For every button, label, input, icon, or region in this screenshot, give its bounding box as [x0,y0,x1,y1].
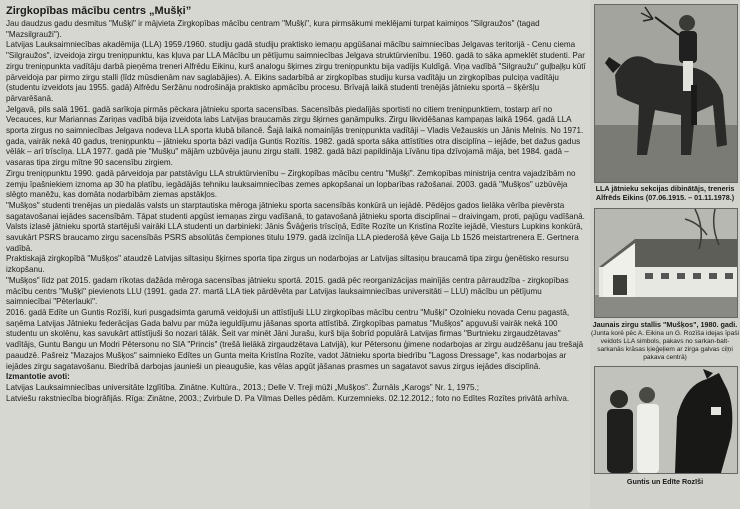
paragraph-students: "Mušķos" studenti trenējas un piedalās valsts un starptautiska mēroga jātnieku sporta sacensībās konkūrā un iejādē. Pēdējos gados lielāka vērība pievērsta sagatavošanai iejādes sacensībām. Tāpat studenti apgūst iemaņas zirgu vadīšanā, to gatavošanā jātnieku sporta disciplīnai – draivingam, proti, pajūgu vadīšanā. [6,200,585,221]
stable-caption-note: (Junta korē pēc A. Eikina un G. Rozīša idejas īpaši veidots LLA simbols, pakavs no sarkan-balt-sarkanās krāsas ķieģeļiem ar zirga galvas ciļņi pakava centrā) [590,330,740,361]
couple-caption-title: Guntis un Edīte Rozīši [626,477,704,486]
couple-photo-caption [590,478,740,487]
stable-photo [594,208,738,318]
source-line-1: Latvijas Lauksaimniecības universitāte Izglītība. Zinātne. Kultūra., 2013.; Delle V. Treji mūži „Mušķos”. Žurnāls „Karogs” Nr. 1, 1975.; [6,382,479,392]
paragraph-intro: Jau daudzus gadu desmitus "Mušķi" ir mājvieta Zirgkopības mācību centram "Mušķi", kura pirmsākumi meklējami turpat kaimiņos "Silgraužos" (tagad "Mazsilgrauži"). [6,19,540,39]
paragraph-history: Latvijas Lauksaimniecības akadēmija (LLA) 1959./1960. studiju gadā studiju praktisko iemaņu apgūšanai mācību saimniecības Jelgavas teritorijā - Cenu ciema "Silgraužos", izveidoja zirgu treniņpunktu, kas kļuva par LLA Mācību un pētījumu saimniecības Jelgava struktūrvienību. 1960. gadā to sāka apmeklēt studenti. Par zirgu treniņpunkta vadītāju darbā pieņēma treneri Alfrēdu Eikinu, kurš analogu šķirnes zirgu treniņpunktu bija vadījis Kuldīgā. Viņa vadībā "Silgraužu" guļbaļķu kūtī pārveidoja par pirmo zirgu stalli (līdz mūsdienām nav saglabājies). A. Eikins sadarbībā ar zirgkopības studiju kursa vadītāju un zirgkopības pulciņa vadītāju (studentu izveidots jau 1955. gadā) Alfrēdu Seržānu nodrošināja praktisko apmācību procesu. Brīvajā laikā studenti trenējās jātnieku sportā – šķēršļu pārvarēšanā. [6,40,586,103]
rider-on-horse-image [595,5,737,182]
paragraph-reorganization: "Mušķos" līdz pat 2015. gadam rīkotas dažāda mēroga sacensības jātnieku sportā. 2015. gadā pēc reorganizācijas mainījās centra pārraudzība - zirgkopības mācību centrs "Mušķi" pievienots LLU (1991. gada 27. martā LLA tiek pārdēvēta par Latvijas lauksaimniecības universitāti – LLU) mācību un pētījumu saimniecībai "Pēterlauki". [6,275,569,307]
stable-caption-title: Jaunais zirgu stallis "Mušķos", 1980. gadi. [592,320,738,329]
couple-photo [594,366,738,474]
rider-photo-caption [590,185,740,203]
source-line-2: Latviešu rakstniecība biogrāfijās. Rīga: Zinātne, 2003.; Zvirbule D. Pa Vilmas Delles pēdām. Kurzemnieks. 02.12.2012.; foto no Edītes Rozītes privātā arhīva. [6,393,570,403]
photo-column [590,0,740,509]
sources-heading: Izmantotie avoti: [6,372,70,382]
rider-caption-title: LLA jātnieku sekcijas dibinātājs, treneris [595,184,735,193]
couple-with-horse-image [595,367,737,473]
rider-caption-name: Alfrēds Eikins (07.06.1915. – 01.11.1978.) [595,193,735,202]
page-title: Zirgkopības mācību centrs „Mušķi” [6,5,192,17]
paragraph-national-team: Valsts izlasē jātnieku sportā startējuši vairāki LLA studenti un darbinieki: Jānis Švāģeris trīscīņā, Edīte Rozīte un Kristīna Rozīte iejādē, Viesturs Lupkins konkūrā, savukārt PSRS braucamo zirgu sacensībās PSRS absolūtās čempiones titulu 1979. gadā izcīnīja LLA piederošā ķēve Gaija Lb 1526 meistartrenera E. Gertnera vadībā. [6,222,583,253]
rider-photo [594,4,738,183]
paragraph-awards: 2016. gadā Edīte un Guntis Rozīši, kuri pusgadsimta garumā veidojuši un attīstījuši LLU zirgkopības mācību centru "Mušķi" Ozolnieku novada Cenu pagastā, saņēma Latvijas Jātnieku federācijas Gada balvu par mūža ieguldījumu jāšanas sporta attīstībā. Zirgkopības pamatus "Mušķos" apguvuši vairāk nekā 100 studentu un skolēnu, kas savukārt attīstījuši šo nozari tālāk. Šeit var minēt Jāni Jurašu, kurš bija šobrīd populārā Latvijas firmas "Burtnieku zirgaudzētavas" vadītājs, Guntu Bangu un Modri Pētersonu no SIA "Princis" (trešā lielākā zirgaudzētava Latvijā), kur Pētersonu ģimene nodarbojas ar zirgu audzēšanu jau trešajā paaudzē. Pašreiz "Mazajos Mušķos" saimnieko Edītes un Gunta meita Kristīna Rozīte, vadot Jātnieku sporta biedrību "Lagoss Dressage", kas nodarbojas ar iejādes zirgu sagatavošanu. Biedrībā darbojas jaunieši un pieaugušie, kas vēlas apgūt jāšanas prasmes un sagatavot savus zirgus iejādes disciplīnā. [6,307,584,371]
stable-photo-caption [590,321,740,362]
paragraph-training-center: Zirgu treniņpunktu 1990. gadā pārveidoja par patstāvīgu LLA struktūrvienību – Zirgkopības mācību centru "Mušķi". Zemkopības ministrija centra vajadzībām no zemju īpašniekiem iznoma ap 30 ha platību, iegādājās tehniku lauksaimniecības zemes apkopšanai un lopbarības ražošanai. 2003. gadā "Mušķos" uzbūvēja slēgto manēžu, kas domāta nodarbībām ziemas apstākļos. [6,168,576,200]
paragraph-competitions: Jelgavā, pils salā 1961. gadā sarīkoja pirmās pēckara jātnieku sporta sacensības. Sacensībās piedalījās sportisti no citiem treniņpunktiem, tostarp arī no Vecauces, kur Mariannas Zariņas vadībā bija izveidota labs Latvijas braucamās zirgu šķirnes ganāmpulks. Zirgu likvidēšanas kampaņas laikā 1964. gadā LLA sporta zirgus no saimniecības Jelgava nodeva LLA sporta klubā bilancē. Šajā laikā nomainījās treniņpunkta vadītāji – Vladis Vežauskis un Jānis Melnis. No 1971. gada, vairāk nekā 40 gadus, treniņpunktu – jātnieku sporta bāzi vadīja Guntis Rozītis. 1982. gadā sporta sāka attīstīties otra disciplīna – iejāde, bet dažus gadus vēlāk – arī trīscīņa. LLA 1977. gadā pie "Mušķu" mājām uzbūvēja jaunu zirgu stalli. 1982. gadā bāzi papildināja Līvānu tipa dzīvojamā māja, bet 1984. gadā – vasaras tipa zirgu mītne 90 sacensību zirgiem. [6,104,584,168]
text-column [6,4,588,504]
paragraph-breeding: Praktiskajā zirgkopībā "Mušķos" ataudzē Latvijas siltasiņu šķirnes sporta tipa zirgus un nodarbojas ar Latvijas siltasiņu braucamā tipa zirgu ģenētisko resursu izkopšanu. [6,254,569,275]
stable-building-image [595,209,737,317]
